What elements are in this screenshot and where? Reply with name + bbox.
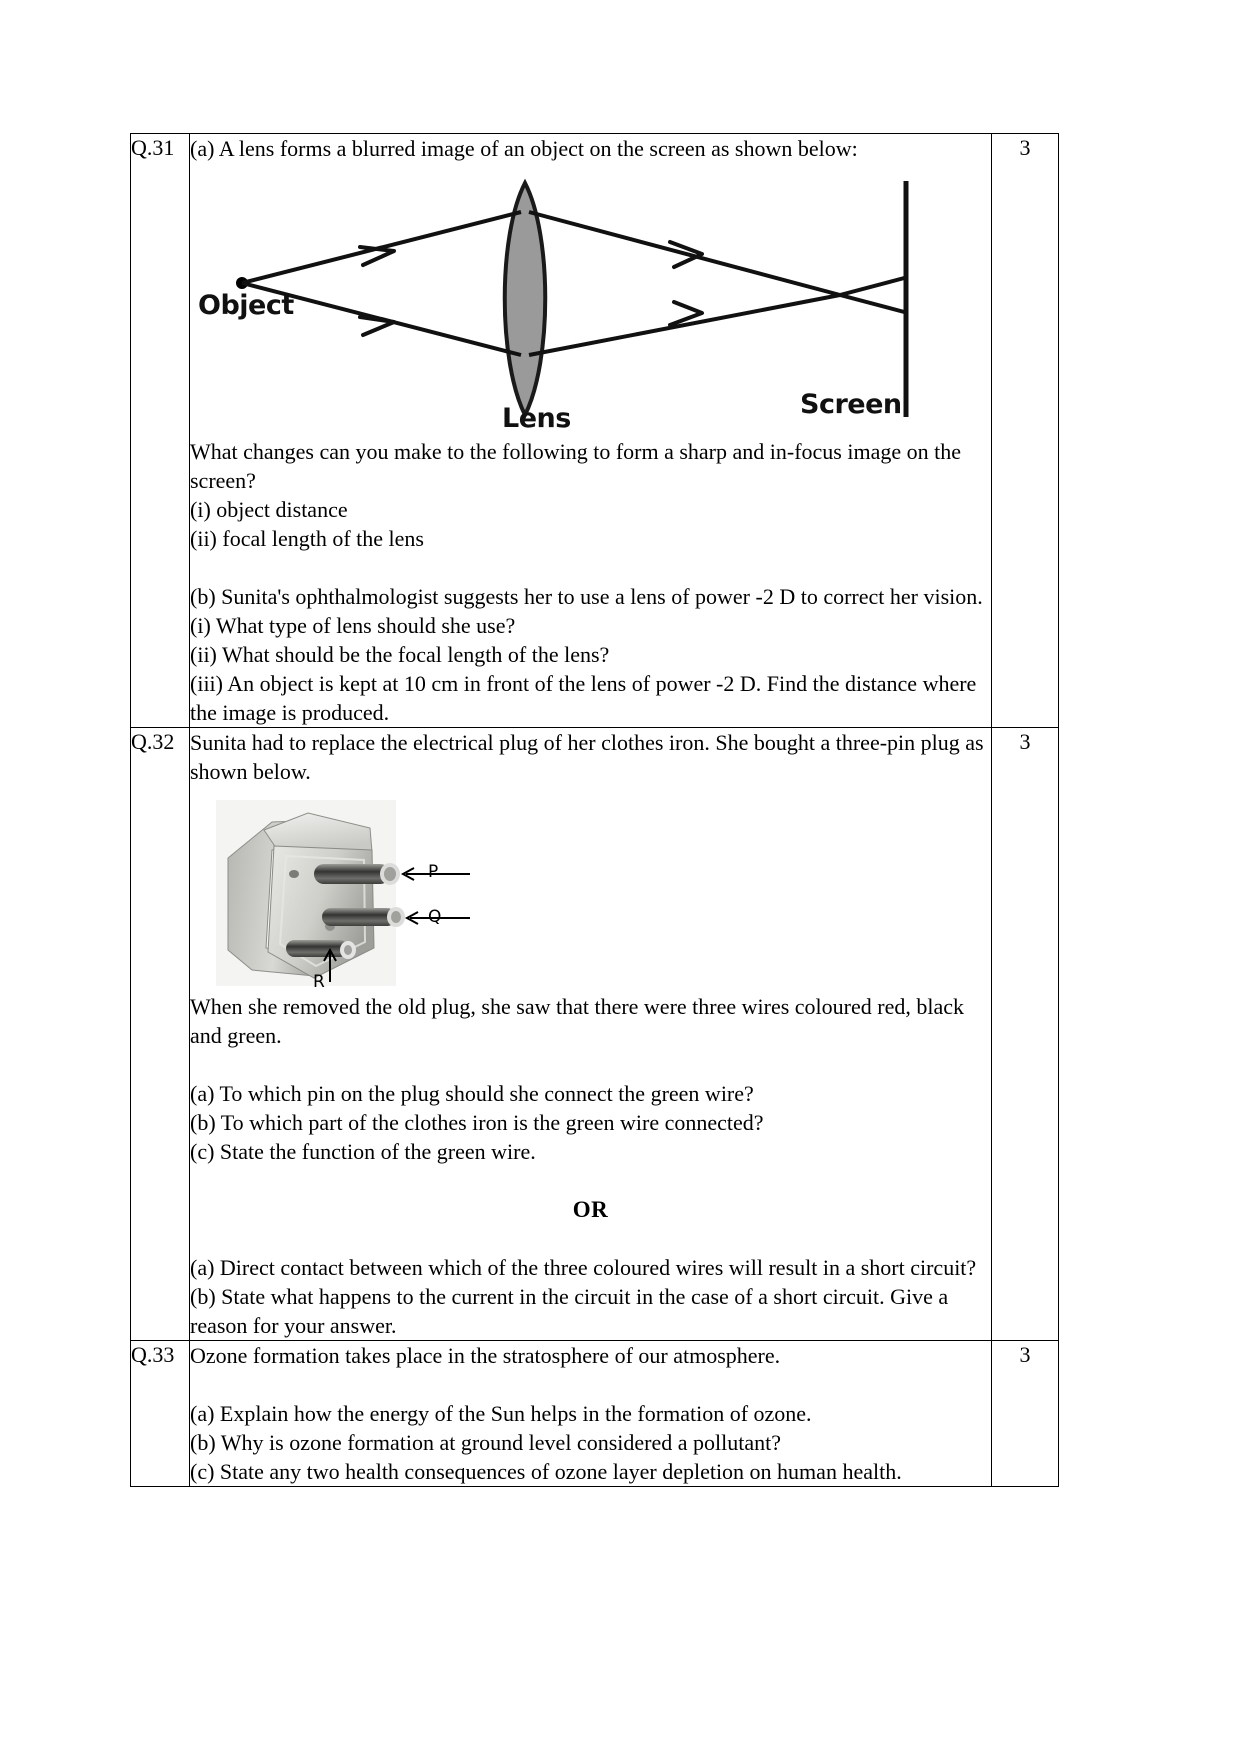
question-marks-32: 3 bbox=[992, 728, 1059, 1341]
lens-figure-label-object: Object bbox=[198, 290, 294, 321]
q32-line-3: (b) To which part of the clothes iron is the green wire connected? bbox=[190, 1110, 764, 1135]
question-number-33: Q.33 bbox=[131, 1341, 190, 1487]
q31-line-6: (ii) What should be the focal length of the lens? bbox=[190, 642, 610, 667]
table-row bbox=[131, 728, 1059, 1341]
q32-or-label: OR bbox=[572, 1197, 609, 1222]
q32-line-2: (a) To which pin on the plug should she connect the green wire? bbox=[190, 1081, 754, 1106]
plug-label-Q: Q bbox=[428, 907, 442, 927]
three-pin-plug-svg bbox=[210, 800, 510, 990]
q32-spacer-1 bbox=[190, 1050, 991, 1079]
q31-intro: (a) A lens forms a blurred image of an object on the screen as shown below: bbox=[190, 136, 858, 161]
question-marks-31: 3 bbox=[992, 134, 1059, 728]
question-number-31: Q.31 bbox=[131, 134, 190, 728]
q32-alt-line-1: (b) State what happens to the current in the circuit in the case of a short circuit. Give a reason for your answer. bbox=[190, 1284, 949, 1338]
q31-line-5: (i) What type of lens should she use? bbox=[190, 613, 516, 638]
q31-line-4: (b) Sunita's ophthalmologist suggests her to use a lens of power -2 D to correct her vision. bbox=[190, 584, 983, 609]
question-body-32 bbox=[190, 728, 992, 1341]
q33-line-2: (b) Why is ozone formation at ground level considered a pollutant? bbox=[190, 1430, 781, 1455]
q31-spacer bbox=[190, 553, 991, 582]
question-body-31 bbox=[190, 134, 992, 728]
plug-label-P: P bbox=[428, 862, 439, 882]
q31-line-0: What changes can you make to the following to form a sharp and in-focus image on the screen? bbox=[190, 439, 961, 493]
lens-ray-diagram bbox=[190, 165, 980, 437]
q31-line-2: (ii) focal length of the lens bbox=[190, 526, 424, 551]
q33-line-1: (a) Explain how the energy of the Sun helps in the formation of ozone. bbox=[190, 1401, 812, 1426]
lens-shape bbox=[505, 183, 546, 415]
q32-spacer-2 bbox=[190, 1166, 991, 1195]
q31-line-1: (i) object distance bbox=[190, 497, 348, 522]
q32-intro: Sunita had to replace the electrical plug of her clothes iron. She bought a three-pin plug as shown below. bbox=[190, 730, 984, 784]
lens-figure-label-lens: Lens bbox=[502, 403, 571, 434]
question-number-32: Q.32 bbox=[131, 728, 190, 1341]
plug-screw-hole bbox=[289, 870, 299, 878]
question-marks-33: 3 bbox=[992, 1341, 1059, 1487]
q32-line-0: When she removed the old plug, she saw that there were three wires coloured red, black and green. bbox=[190, 994, 964, 1048]
refracted-ray-upper bbox=[529, 212, 840, 295]
q33-intro: Ozone formation takes place in the stratosphere of our atmosphere. bbox=[190, 1343, 781, 1368]
three-pin-plug-figure bbox=[210, 800, 510, 990]
table-row bbox=[131, 1341, 1059, 1487]
q32-line-4: (c) State the function of the green wire. bbox=[190, 1139, 536, 1164]
plug-pin-Q bbox=[322, 907, 405, 927]
q32-spacer-3 bbox=[190, 1224, 991, 1253]
plug-pin-R bbox=[286, 940, 356, 959]
diverging-ray-upper bbox=[840, 277, 908, 295]
question-body-33 bbox=[190, 1341, 992, 1487]
q32-alt-line-0: (a) Direct contact between which of the three coloured wires will result in a short circuit? bbox=[190, 1255, 977, 1280]
incident-ray-upper bbox=[242, 212, 521, 283]
q31-line-7: (iii) An object is kept at 10 cm in front of the lens of power -2 D. Find the distance where the image is produced. bbox=[190, 671, 977, 725]
diverging-ray-lower bbox=[840, 295, 908, 313]
table-row bbox=[131, 134, 1059, 728]
plug-pin-P bbox=[314, 863, 400, 885]
q33-line-3: (c) State any two health consequences of ozone layer depletion on human health. bbox=[190, 1459, 902, 1484]
arrowhead-incident-lower bbox=[360, 317, 394, 335]
plug-label-R: R bbox=[313, 972, 325, 992]
questions-table bbox=[130, 133, 1059, 1487]
q33-spacer bbox=[190, 1370, 991, 1399]
lens-figure-label-screen: Screen bbox=[800, 389, 902, 420]
